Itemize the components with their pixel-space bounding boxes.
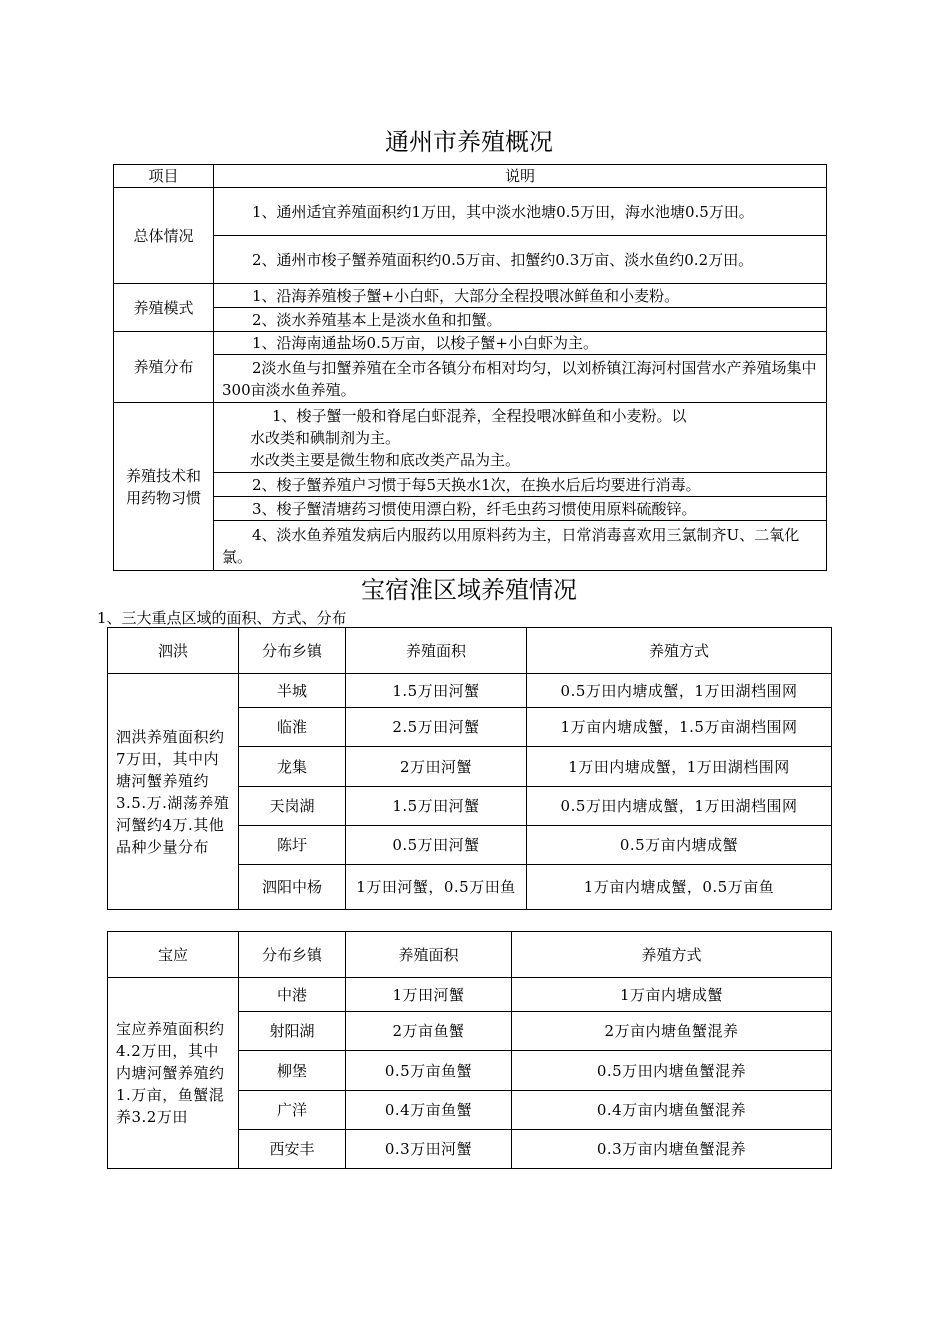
category-overall: 总体情况 — [114, 188, 214, 284]
page-title-tongzhou: 通州市养殖概况 — [385, 128, 553, 156]
sihong-region-desc: 泗洪养殖面积约7万田，其中内塘河蟹养殖约3.5.万.湖荡养殖河蟹约4万.其他品种少量分布 — [108, 674, 239, 910]
desc-distribution-1: 1、沿海南通盐场0.5万亩，以梭子蟹+小白虾为主。 — [214, 332, 827, 355]
baoying-header-town: 分布乡镇 — [239, 932, 346, 978]
desc-technique-3: 3、梭子蟹清塘药习惯使用漂白粉，纤毛虫药习惯使用原料硫酸锌。 — [214, 497, 827, 521]
table-row-area: 2万田河蟹 — [346, 747, 527, 787]
desc-overall-2: 2、通州市梭子蟹养殖面积约0.5万亩、扣蟹约0.3万亩、淡水鱼约0.2万田。 — [214, 236, 827, 284]
header-item: 项目 — [114, 165, 214, 188]
category-distribution: 养殖分布 — [114, 332, 214, 403]
table-row-area: 2万亩鱼蟹 — [346, 1012, 512, 1051]
category-technique: 养殖技术和用药物习惯 — [114, 403, 214, 571]
sihong-header-area: 养殖面积 — [346, 628, 527, 674]
table-row-area: 1万田河蟹 — [346, 978, 512, 1012]
table-row-town: 陈圩 — [239, 826, 346, 865]
baoying-header-method: 养殖方式 — [512, 932, 832, 978]
table-row-town: 天岗湖 — [239, 787, 346, 826]
desc-technique-4: 4、淡水鱼养殖发病后内服药以用原料药为主，日常消毒喜欢用三氯制齐U、二氧化氯。 — [214, 521, 827, 571]
table-row-method: 0.5万田内塘成蟹，1万田湖档围网 — [527, 787, 832, 826]
table-row-area: 1.5万田河蟹 — [346, 674, 527, 708]
table-row-method: 0.4万亩内塘鱼蟹混养 — [512, 1091, 832, 1130]
table-row-town: 广洋 — [239, 1091, 346, 1130]
table-row-method: 0.5万田内塘鱼蟹混养 — [512, 1051, 832, 1091]
table-row-area: 0.3万田河蟹 — [346, 1130, 512, 1169]
table-row-method: 1万亩内塘成蟹，0.5万亩鱼 — [527, 865, 832, 910]
baoying-header-area: 养殖面积 — [346, 932, 512, 978]
table-row-town: 射阳湖 — [239, 1012, 346, 1051]
baoying-region-desc: 宝应养殖面积约4.2万田，其中内塘河蟹养殖约1.万亩，鱼蟹混养3.2万田 — [108, 978, 239, 1169]
table-row-area: 2.5万田河蟹 — [346, 708, 527, 747]
header-desc: 说明 — [214, 165, 827, 188]
baoying-table — [107, 931, 832, 1169]
table-row-town: 半城 — [239, 674, 346, 708]
table-row-area: 1.5万田河蟹 — [346, 787, 527, 826]
desc-technique-2: 2、梭子蟹养殖户习惯于每5天换水1次，在换水后后均要进行消毒。 — [214, 473, 827, 497]
table-row-area: 0.5万田河蟹 — [346, 826, 527, 865]
category-mode: 养殖模式 — [114, 284, 214, 332]
table-row-town: 中港 — [239, 978, 346, 1012]
table-row-area: 0.4万亩鱼蟹 — [346, 1091, 512, 1130]
sihong-header-method: 养殖方式 — [527, 628, 832, 674]
table-row-town: 临淮 — [239, 708, 346, 747]
sihong-header-town: 分布乡镇 — [239, 628, 346, 674]
table-row-method: 0.5万田内塘成蟹，1万田湖档围网 — [527, 674, 832, 708]
table-row-method: 2万亩内塘鱼蟹混养 — [512, 1012, 832, 1051]
table-row-town: 龙集 — [239, 747, 346, 787]
sihong-header-region: 泗洪 — [108, 628, 239, 674]
desc-distribution-2: 2淡水鱼与扣蟹养殖在全市各镇分布相对均匀，以刘桥镇江海河村国营水产养殖场集中300亩淡水鱼养殖。 — [214, 355, 827, 403]
table-row-town: 泗阳中杨 — [239, 865, 346, 910]
table-row-method: 1万田内塘成蟹，1万田湖档围网 — [527, 747, 832, 787]
table-row-town: 柳堡 — [239, 1051, 346, 1091]
desc-technique-1c: 水改类主要是微生物和底改类产品为主。 — [250, 450, 521, 469]
desc-overall-1: 1、通州适宜养殖面积约1万田，其中淡水池塘0.5万田，海水池塘0.5万田。 — [214, 188, 827, 236]
table-row-method: 1万亩内塘成蟹，1.5万亩湖档围网 — [527, 708, 832, 747]
desc-technique-1b: 水改类和碘制剂为主。 — [250, 428, 401, 447]
desc-mode-2: 2、淡水养殖基本上是淡水鱼和扣蟹。 — [214, 308, 827, 332]
section-subtitle: 1、三大重点区域的面积、方式、分布 — [97, 609, 347, 627]
desc-mode-1: 1、沿海养殖梭子蟹+小白虾，大部分全程投喂冰鲜鱼和小麦粉。 — [214, 284, 827, 308]
sihong-table — [107, 627, 832, 910]
table-row-town: 西安丰 — [239, 1130, 346, 1169]
baoying-header-region: 宝应 — [108, 932, 239, 978]
table-row-area: 0.5万亩鱼蟹 — [346, 1051, 512, 1091]
page-title-region: 宝宿淮区域养殖情况 — [361, 576, 577, 604]
table-row-method: 1万亩内塘成蟹 — [512, 978, 832, 1012]
table-row-method: 0.3万亩内塘鱼蟹混养 — [512, 1130, 832, 1169]
table-row-area: 1万田河蟹，0.5万田鱼 — [346, 865, 527, 910]
table-row-method: 0.5万亩内塘成蟹 — [527, 826, 832, 865]
desc-technique-1a: 1、梭子蟹一般和脊尾白虾混养，全程投喂冰鲜鱼和小麦粉。以 — [272, 406, 687, 425]
tongzhou-overview-table — [113, 164, 827, 571]
